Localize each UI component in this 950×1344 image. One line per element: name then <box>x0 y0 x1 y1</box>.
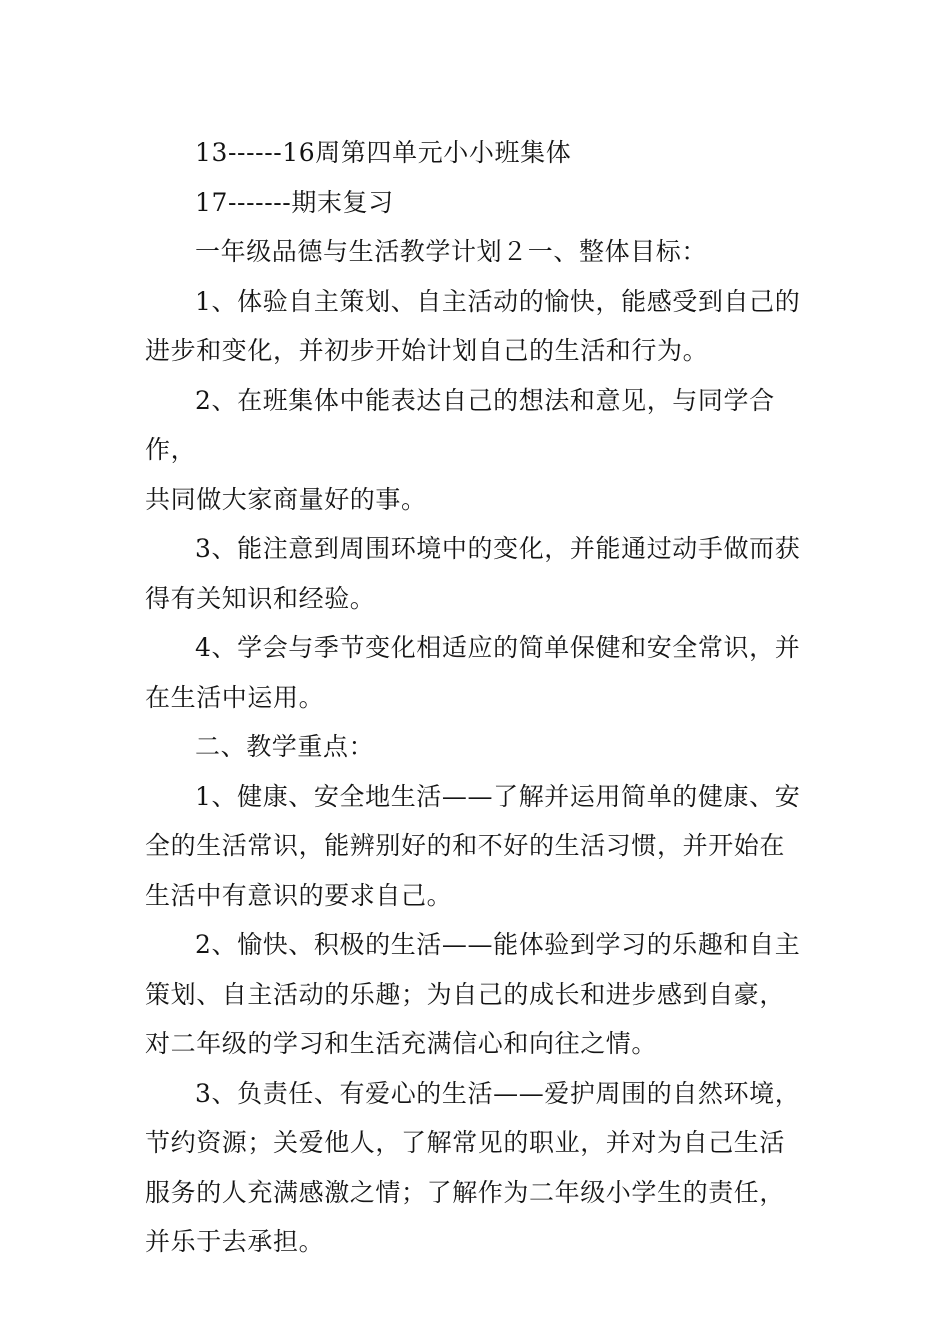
paragraph-plan-title-overall-goals: 一年级品德与生活教学计划２一、整体目标： <box>195 237 708 266</box>
paragraph-goal-4: 4、学会与季节变化相适应的简单保健和安全常识，并 在生活中运用。 <box>145 633 801 712</box>
paragraph-goal-3: 3、能注意到周围环境中的变化，并能通过动手做而获 得有关知识和经验。 <box>145 534 801 613</box>
paragraph-schedule-week-17: 17-------期末复习 <box>195 187 394 217</box>
paragraph-goal-1: 1、体验自主策划、自主活动的愉快，能感受到自己的 进步和变化，并初步开始计划自己的生活和行为。 <box>145 286 801 365</box>
section-heading-teaching-focus: 二、教学重点： <box>195 732 375 761</box>
paragraph-goal-2: 2、在班集体中能表达自己的想法和意见，与同学合作， 共同做大家商量好的事。 <box>145 385 775 514</box>
paragraph-schedule-week-13-16: 13------16周第四单元小小班集体 <box>195 138 572 167</box>
paragraph-focus-2: 2、愉快、积极的生活——能体验到学习的乐趣和自主 策划、自主活动的乐趣；为自己的成长和进步感到自豪， 对二年级的学习和生活充满信心和向往之情。 <box>145 930 801 1058</box>
paragraph-focus-3: 3、负责任、有爱心的生活——爱护周围的自然环境， 节约资源；关爱他人，了解常见的职业，并对为自己生活 服务的人充满感激之情；了解作为二年级小学生的责任， 并乐于去承担。 <box>145 1078 801 1256</box>
paragraph-focus-1: 1、健康、安全地生活——了解并运用简单的健康、安 全的生活常识，能辨别好的和不好的生活习惯，并开始在 生活中有意识的要求自己。 <box>145 781 801 910</box>
